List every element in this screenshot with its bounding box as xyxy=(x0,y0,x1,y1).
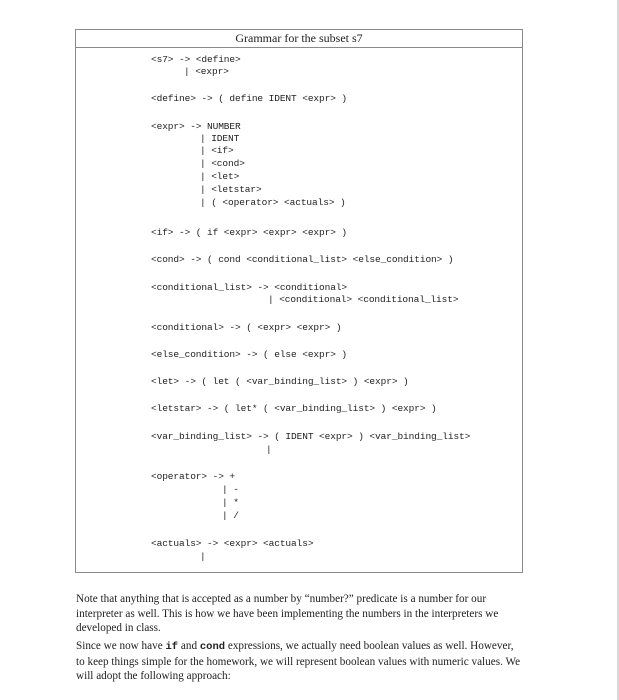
grammar-line: | <conditional> <conditional_list> xyxy=(268,294,459,305)
grammar-line: | ( <operator> <actuals> ) xyxy=(200,197,346,208)
grammar-line: | / xyxy=(222,510,239,521)
grammar-box xyxy=(75,29,523,573)
paragraph-number-note: Note that anything that is accepted as a number by “number?” predicate is a number for our interpreter as well. This is how we have been implementing the numbers in the interpreters we developed in class. xyxy=(76,593,499,634)
grammar-line: | - xyxy=(222,484,239,495)
paragraph-boolean-note xyxy=(76,639,522,684)
grammar-line: <letstar> -> ( let* ( <var_binding_list> ) <expr> ) xyxy=(151,403,437,414)
paragraph-text: expressions, we actually need boolean values as well. However, to keep things simple for the homework, we will represent boolean values with numeric values. We will adopt the following approach: xyxy=(76,640,521,682)
grammar-line: <else_condition> -> ( else <expr> ) xyxy=(151,349,348,360)
grammar-line: | <letstar> xyxy=(200,184,262,195)
keyword-cond: cond xyxy=(199,641,226,653)
grammar-line: <cond> -> ( cond <conditional_list> <else_condition> ) xyxy=(151,254,454,265)
grammar-line: <operator> -> + xyxy=(151,471,236,482)
grammar-line: | IDENT xyxy=(200,133,240,144)
grammar-line: <define> -> ( define IDENT <expr> ) xyxy=(151,93,348,104)
grammar-line: | <cond> xyxy=(200,158,245,169)
grammar-line: | <expr> xyxy=(184,66,229,77)
grammar-line: <expr> -> NUMBER xyxy=(151,121,241,132)
paragraph-text: and xyxy=(178,640,200,652)
grammar-line: | xyxy=(200,551,206,562)
keyword-if: if xyxy=(165,641,179,653)
grammar-line: | xyxy=(266,444,272,455)
grammar-line: | <let> xyxy=(200,171,240,182)
grammar-line: <actuals> -> <expr> <actuals> xyxy=(151,538,314,549)
grammar-line: <if> -> ( if <expr> <expr> <expr> ) xyxy=(151,227,348,238)
paragraph-text: Since we now have xyxy=(76,640,166,652)
grammar-line: <conditional_list> -> <conditional> xyxy=(151,282,348,293)
grammar-line: | <if> xyxy=(200,145,234,156)
grammar-line: <conditional> -> ( <expr> <expr> ) xyxy=(151,322,342,333)
grammar-line: <let> -> ( let ( <var_binding_list> ) <expr> ) xyxy=(151,376,409,387)
grammar-title: Grammar for the subset s7 xyxy=(76,30,522,48)
grammar-line: <var_binding_list> -> ( IDENT <expr> ) <var_binding_list> xyxy=(151,431,471,442)
grammar-line: | * xyxy=(222,497,239,508)
grammar-line: <s7> -> <define> xyxy=(151,54,241,65)
